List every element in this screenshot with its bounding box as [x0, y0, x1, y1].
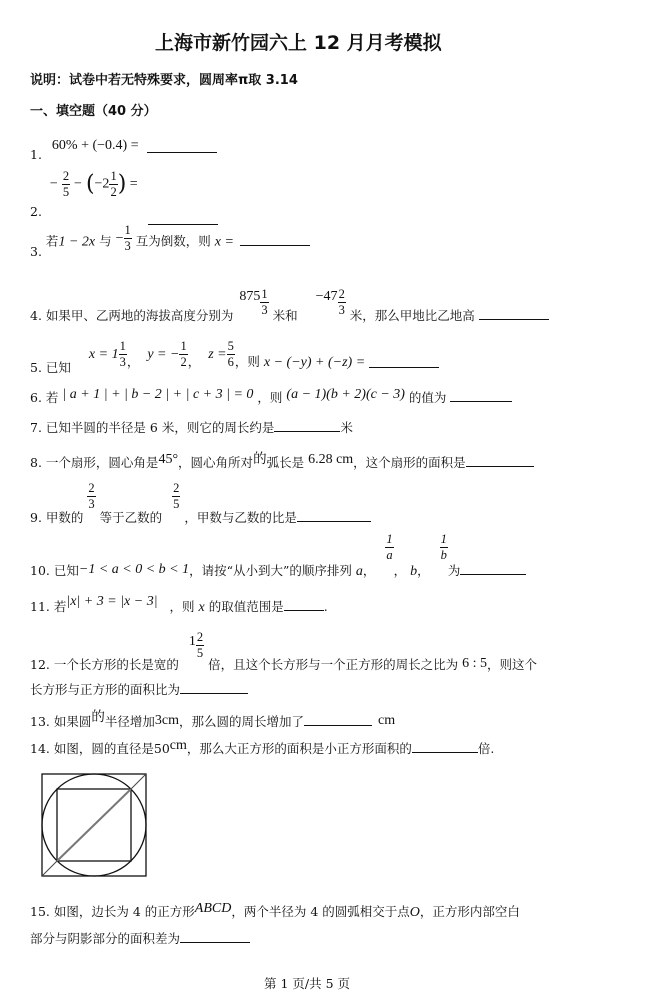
question-number: 9.	[30, 509, 42, 525]
fraction: $\frac{1}{2}$	[110, 169, 117, 199]
math: x =	[214, 234, 234, 250]
minus-sign: −	[115, 230, 124, 246]
math: 6.28 cm	[308, 452, 354, 467]
math: a	[355, 563, 363, 579]
answer-blank[interactable]	[180, 681, 248, 694]
text: ，	[187, 353, 201, 369]
question-3	[30, 223, 310, 259]
text: .	[323, 599, 328, 614]
mixed-whole: 1	[188, 633, 196, 649]
text: 则	[247, 353, 260, 369]
question-14	[30, 737, 494, 756]
question-7	[30, 418, 353, 436]
question-number: 4.	[30, 307, 42, 323]
question-13	[30, 708, 395, 729]
text: ，	[417, 562, 430, 578]
instructions-note: 说明：试卷中若无特殊要求，圆周率π取 3.14	[30, 73, 298, 88]
question-9	[30, 481, 371, 525]
math: 50	[153, 741, 170, 756]
fraction: $\frac{2}{5}$	[62, 169, 70, 199]
page-title: 上海市新竹园六上 12 月月考模拟	[155, 32, 442, 54]
fraction: $\frac{2}{5}$	[196, 630, 204, 660]
text: 米	[340, 420, 353, 435]
text: 如图，圆的直径是	[53, 741, 154, 756]
text: ，	[234, 353, 248, 369]
fraction: $\frac{1}{2}$	[180, 339, 187, 369]
question-number: 5.	[30, 359, 42, 375]
math: 45°	[158, 452, 179, 467]
question-15-line-2	[30, 929, 250, 947]
answer-blank[interactable]	[297, 509, 371, 522]
text: ，	[393, 562, 407, 578]
left-paren: (	[85, 171, 95, 197]
text: ，圆心角所对	[178, 455, 254, 470]
answer-blank[interactable]	[240, 233, 310, 246]
fraction: $\frac{1}{3}$	[119, 339, 126, 369]
question-number: 11.	[30, 599, 50, 614]
text: ，则	[169, 599, 195, 614]
fraction: $\frac{1}{3}$	[261, 287, 268, 317]
mixed-whole: −2	[94, 176, 110, 192]
text: 互为倒数，则	[135, 233, 211, 249]
answer-blank[interactable]	[450, 389, 512, 402]
math: 3cm	[154, 713, 180, 728]
question-10	[30, 532, 526, 579]
question-number: 13.	[30, 714, 50, 729]
question-4	[30, 282, 549, 323]
mixed-whole: −47	[315, 288, 338, 304]
diagonal-extension	[42, 861, 57, 876]
question-number: 12.	[30, 656, 50, 672]
text: 弧长是	[266, 455, 305, 470]
math: cm	[169, 738, 187, 753]
math: x	[198, 600, 205, 615]
mixed-whole: 875	[239, 288, 261, 304]
text: 如果甲、乙两地的海拔高度分别为	[45, 307, 234, 323]
text: 倍.	[477, 741, 495, 756]
text: 部分与阴影部分的面积差为	[30, 931, 181, 946]
question-number: 8.	[30, 455, 42, 470]
question-number: 2.	[30, 203, 42, 219]
text: 与	[99, 233, 112, 249]
answer-blank[interactable]	[284, 598, 324, 611]
question-12	[30, 627, 538, 672]
question-number: 7.	[30, 420, 42, 435]
text: 一个扇形，圆心角是	[45, 455, 159, 470]
text: 米和	[272, 307, 298, 323]
minus-sign: −	[49, 176, 58, 192]
text: 若	[45, 233, 59, 249]
math: ABCD	[194, 901, 232, 916]
question-6	[30, 384, 512, 403]
question-number: 15.	[30, 904, 50, 919]
text: 半径增加	[104, 714, 155, 729]
answer-blank[interactable]	[466, 454, 534, 467]
question-number: 10.	[30, 562, 50, 578]
text: 已知	[53, 562, 79, 578]
math: |x| + 3 = |x − 3|	[66, 594, 158, 609]
answer-blank[interactable]	[147, 140, 217, 153]
text: 的取值范围是	[208, 599, 284, 614]
question-number: 1.	[30, 147, 42, 162]
math: 1 − 2x	[58, 234, 96, 250]
text: 如果圆	[53, 714, 92, 729]
right-paren: )	[117, 171, 127, 197]
q2-expression	[50, 170, 138, 198]
answer-blank[interactable]	[180, 930, 250, 943]
answer-blank[interactable]	[460, 562, 526, 575]
text: 为	[447, 562, 461, 578]
math: x − (−y) + (−z) =	[263, 354, 366, 370]
text: 甲数的	[45, 509, 84, 525]
text: 已知	[45, 359, 71, 375]
section-heading: 一、填空题（40 分）	[30, 104, 157, 119]
answer-blank[interactable]	[412, 740, 478, 753]
text: 已知半圆的半径是 6 米，则它的周长约是	[45, 420, 275, 435]
text: ，	[126, 353, 140, 369]
question-1	[30, 136, 217, 162]
inner-diagonal	[57, 789, 131, 861]
text: ，则	[257, 390, 283, 405]
text: 若	[45, 390, 59, 405]
fraction: $\frac{1}{a}$	[386, 532, 393, 562]
question-number: 6.	[30, 390, 42, 405]
math: O	[409, 905, 420, 920]
text: 的	[91, 709, 105, 725]
text: 如图，边长为 4 的正方形	[53, 904, 195, 919]
math: y = −	[147, 346, 180, 362]
text: ，这个扇形的面积是	[353, 455, 466, 470]
text: 倍，且这个长方形与一个正方形的周长之比为	[208, 656, 459, 672]
text: ，那么大正方形的面积是小正方形面积的	[186, 741, 412, 756]
question-11	[30, 591, 328, 615]
equals-sign: =	[126, 176, 138, 192]
math: (a − 1)(b + 2)(c − 3)	[286, 387, 405, 402]
text: 米，那么甲地比乙地高	[349, 307, 475, 323]
text: 一个长方形的长是宽的	[53, 656, 179, 672]
text: 若	[53, 599, 67, 614]
fraction: $\frac{2}{3}$	[338, 287, 345, 317]
page-footer: 第 1 页/共 5 页	[264, 976, 351, 991]
q1-expression: 60% + (−0.4) =	[51, 138, 139, 153]
fraction: $\frac{2}{5}$	[173, 481, 180, 511]
fraction: $\frac{2}{3}$	[88, 481, 95, 511]
text: ，	[362, 562, 376, 578]
diagonal-extension	[131, 774, 146, 789]
text: 的值为	[408, 390, 447, 405]
question-number: 3.	[30, 243, 42, 259]
answer-blank[interactable]	[148, 212, 218, 225]
text: ，甲数与乙数的比是	[184, 509, 297, 525]
question-2	[30, 169, 138, 219]
minus-sign: −	[74, 176, 82, 192]
math: cm	[378, 713, 396, 728]
text: 的	[253, 451, 267, 467]
text: ，则这个	[487, 656, 538, 672]
question-5	[30, 339, 439, 375]
answer-blank[interactable]	[369, 355, 439, 368]
text: ，请按“从小到大”的顺序排列	[189, 562, 352, 578]
math: z =	[208, 346, 227, 362]
answer-blank[interactable]	[274, 419, 340, 432]
fraction: $\frac{5}{6}$	[227, 339, 234, 369]
question-8	[30, 447, 534, 468]
text: ，两个半径为 4 的圆弧相交于点	[231, 904, 410, 919]
text: 长方形与正方形的面积比为	[30, 682, 181, 697]
text: 等于乙数的	[99, 509, 163, 525]
text: ，那么圆的周长增加了	[179, 714, 305, 729]
math: | a + 1 | + | b − 2 | + | c + 3 | = 0	[62, 387, 254, 402]
fraction: $\frac{1}{b}$	[440, 532, 447, 562]
question-12-line-2	[30, 680, 248, 698]
answer-blank[interactable]	[304, 713, 372, 726]
math: −1 < a < 0 < b < 1	[78, 561, 190, 577]
question-number: 14.	[30, 741, 50, 756]
text: ，正方形内部空白	[419, 904, 520, 919]
answer-blank[interactable]	[479, 307, 549, 320]
math: x = 1	[88, 346, 119, 362]
math: b	[410, 563, 418, 579]
circle-squares-figure	[40, 772, 150, 878]
fraction: $\frac{1}{3}$	[124, 223, 131, 253]
math: 6 : 5	[462, 655, 487, 671]
question-15	[30, 898, 520, 920]
